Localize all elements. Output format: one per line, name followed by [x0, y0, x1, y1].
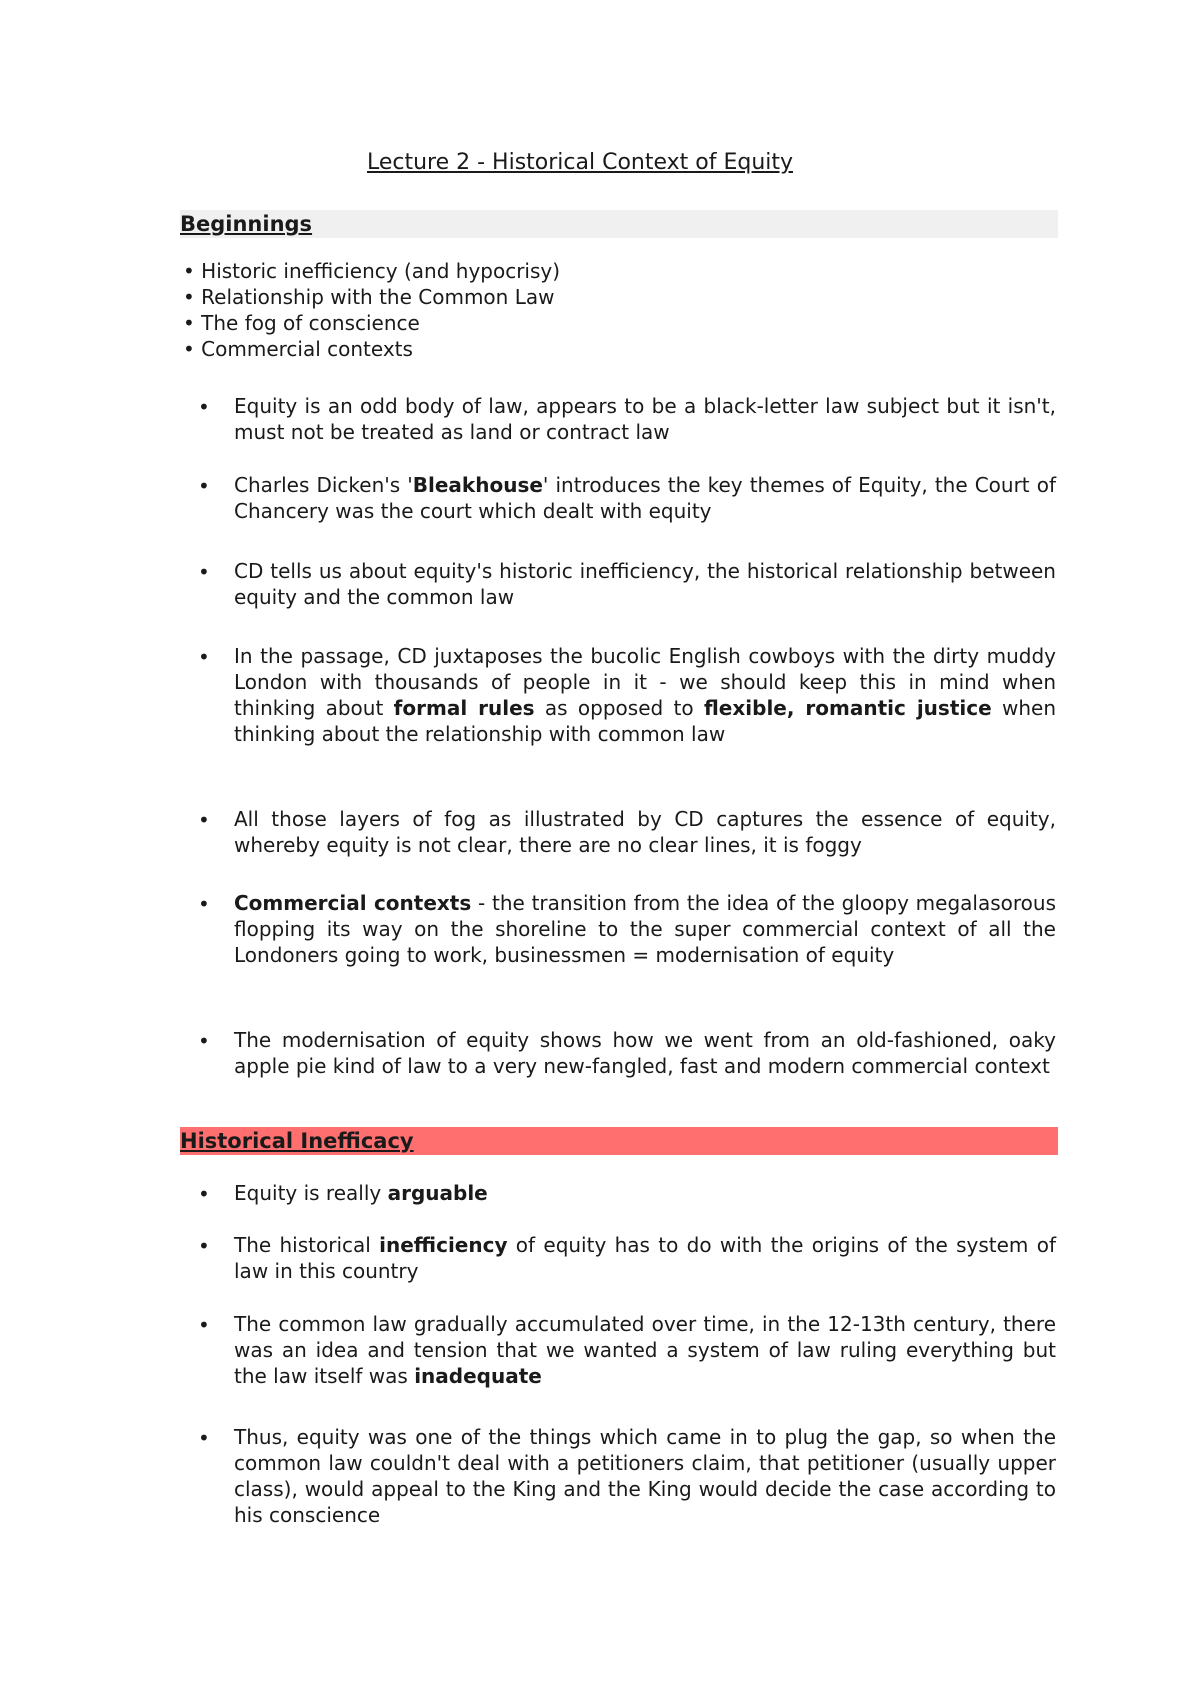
list-item: • Historic inefficiency (and hypocrisy)	[183, 259, 561, 283]
bullet-item	[198, 1424, 1056, 1528]
bullet-text: Equity is an odd body of law, appears to be a black-letter law subject but it isn't, must not be treated as land or contract law	[234, 394, 1056, 444]
section-heading-beginnings	[180, 210, 1058, 238]
bullet-bold-text: arguable	[387, 1181, 488, 1205]
bullet-text: All those layers of fog as illustrated by CD captures the essence of equity, whereby equity is not clear, there are no clear lines, it is foggy	[234, 807, 1056, 857]
bullet-text: Charles Dicken's '	[234, 473, 413, 497]
bullet-item	[198, 1180, 1056, 1206]
bullet-text: Equity is really	[234, 1181, 388, 1205]
section-heading-label: Historical Inefficacy	[180, 1129, 414, 1153]
bullet-icon: •	[198, 645, 210, 669]
bullet-text: The modernisation of equity shows how we went from an old-fashioned, oaky apple pie kind of law to a very new-fangled, fast and modern commercial context	[234, 1028, 1056, 1078]
bullet-text: The common law gradually accumulated over time, in the 12-13th century, there was an idea and tension that we wanted a system of law ruling everything but the law itself was	[234, 1312, 1056, 1388]
bullet-text: In the passage, CD juxtaposes the bucolic English cowboys with the dirty muddy London with thousands of people in it - we should keep this in mind when thinking about	[234, 644, 1056, 720]
bullet-item	[198, 1027, 1056, 1079]
intro-list	[183, 258, 883, 362]
bullet-icon: •	[198, 474, 210, 498]
bullet-item	[198, 393, 1056, 445]
bullet-text: ' introduces the key themes of Equity, the Court of Chancery was the court which dealt with equity	[234, 473, 1056, 523]
bullet-item	[198, 472, 1056, 524]
bullet-icon: •	[198, 892, 210, 916]
bullet-icon: •	[198, 1182, 210, 1206]
page-title: Lecture 2 - Historical Context of Equity	[366, 150, 794, 175]
bullet-bold-text: formal rules	[393, 696, 535, 720]
section-heading-historical-inefficacy	[180, 1127, 1058, 1155]
bullet-icon: •	[198, 560, 210, 584]
bullet-item	[198, 806, 1056, 858]
bullet-text: The historical	[234, 1233, 380, 1257]
bullet-icon: •	[198, 808, 210, 832]
bullet-icon: •	[198, 1426, 210, 1450]
section-heading-label: Beginnings	[180, 212, 313, 236]
bullet-text: CD tells us about equity's historic inefficiency, the historical relationship between equity and the common law	[234, 559, 1056, 609]
bullet-bold-text: Bleakhouse	[412, 473, 543, 497]
bullet-item	[198, 558, 1056, 610]
bullet-bold-text: Commercial contexts	[234, 891, 472, 915]
bullet-text: as opposed to	[534, 696, 704, 720]
bullet-item	[198, 1232, 1056, 1284]
bullet-bold-text: inefficiency	[379, 1233, 508, 1257]
bullet-item	[198, 890, 1056, 968]
bullet-icon: •	[198, 1029, 210, 1053]
bullet-item	[198, 1311, 1056, 1389]
bullet-bold-text: inadequate	[414, 1364, 542, 1388]
bullet-icon: •	[198, 395, 210, 419]
bullet-text: - the transition from the idea of the gloopy megalasorous flopping its way on the shoreline to the super commercial context of all the Londoners going to work, businessmen = modernisation of equity	[234, 891, 1056, 967]
list-item: • Relationship with the Common Law	[183, 285, 555, 309]
list-item: • The fog of conscience	[183, 311, 420, 335]
bullet-item	[198, 643, 1057, 747]
bullet-bold-text: flexible, romantic justice	[703, 696, 992, 720]
bullet-icon: •	[198, 1234, 210, 1258]
bullet-text: Thus, equity was one of the things which came in to plug the gap, so when the common law couldn't deal with a petitioners claim, that petitioner (usually upper class), would appeal to the King and the King would decide the case according to his conscience	[234, 1425, 1056, 1527]
bullet-text: of equity has to do with the origins of the system of law in this country	[234, 1233, 1056, 1283]
list-item: • Commercial contexts	[183, 337, 413, 361]
bullet-text: when thinking about the relationship with common law	[234, 696, 1057, 746]
bullet-icon: •	[198, 1313, 210, 1337]
